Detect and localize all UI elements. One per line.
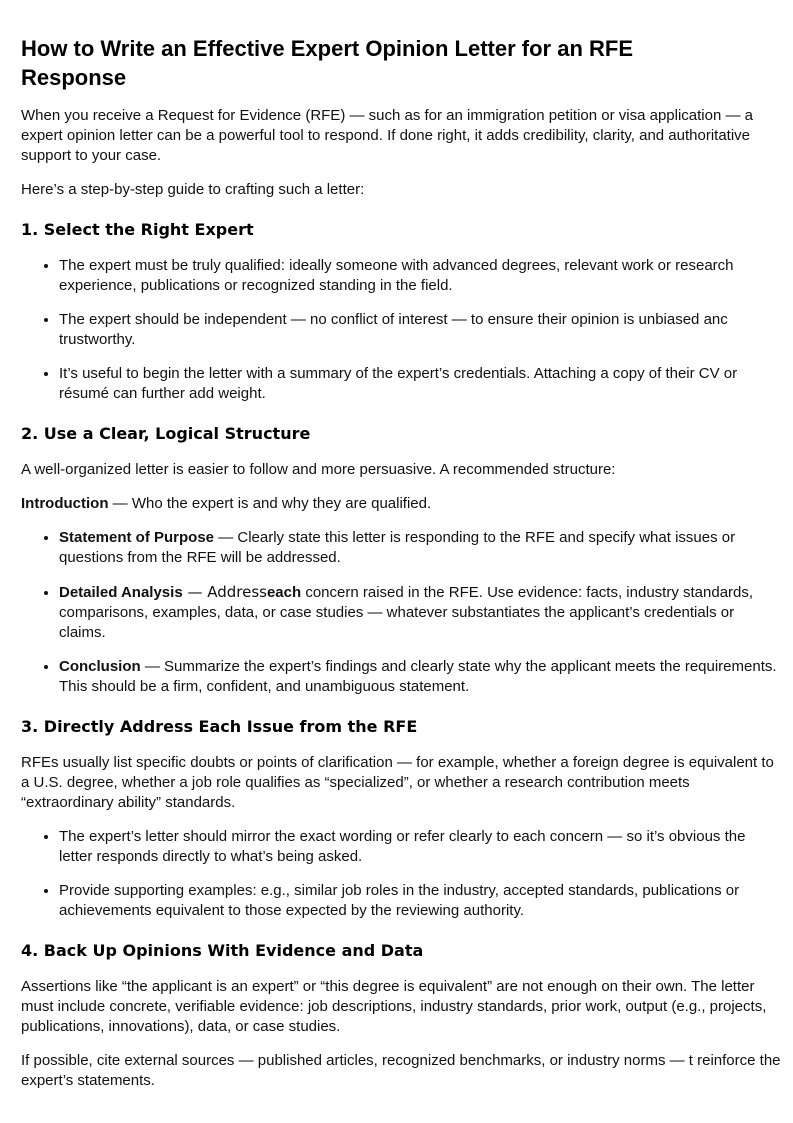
section-4-paragraph-2: If possible, cite external sources — published articles, recognized benchmarks, or industry norms — t reinforce the expert’s statements. — [21, 1052, 781, 1089]
section-1-list — [21, 256, 781, 404]
list-item: • It’s useful to begin the letter with a summary of the expert’s credentials. Attaching a copy of their CV or résumé can further add weight. — [59, 364, 781, 404]
conclusion-text: — Summarize the expert’s findings and clearly state why the applicant meets the requirements. This should be a firm, confident, and unambiguous statement. — [59, 658, 777, 695]
statement-of-purpose-label: Statement of Purpose — [59, 529, 215, 546]
page-title: How to Write an Effective Expert Opinion Letter for an RFE Response — [21, 36, 633, 90]
section-2-paragraph: A well-organized letter is easier to follow and more persuasive. A recommended structure: — [21, 461, 616, 478]
list-item: • The expert must be truly qualified: ideally someone with advanced degrees, relevant work or research experience, publications or recognized standing in the field. — [59, 256, 781, 296]
list-item: • Provide supporting examples: e.g., similar job roles in the industry, accepted standards, publications or achievements equivalent to those expected by the reviewing authority. — [59, 881, 781, 921]
intro-paragraph: When you receive a Request for Evidence (RFE) — such as for an immigration petition or visa application — a expert opinion letter can be a powerful tool to respond. If done right, it adds credibility, clarity, and authoritative support to your case. — [21, 107, 753, 164]
introduction-label: Introduction — [21, 495, 109, 512]
article-body — [21, 34, 781, 1091]
section-2-heading: 2. Use a Clear, Logical Structure — [21, 424, 311, 443]
section-3-heading: 3. Directly Address Each Issue from the RFE — [21, 717, 418, 736]
conclusion-label: Conclusion — [59, 658, 141, 675]
introduction-text: — Who the expert is and why they are qualified. — [108, 495, 432, 512]
section-3-list — [21, 827, 781, 921]
statement-of-purpose-text: — Clearly state this letter is responding to the RFE and specify what issues or questions from the RFE will be addressed. — [59, 529, 736, 566]
list-item: • The expert’s letter should mirror the exact wording or refer clearly to each concern — so it’s obvious the letter responds directly to what’s being asked. — [59, 827, 781, 867]
detailed-analysis-pre: — Address — [182, 583, 267, 601]
section-4-heading: 4. Back Up Opinions With Evidence and Data — [21, 941, 424, 960]
guide-paragraph: Here’s a step-by-step guide to crafting such a letter: — [21, 181, 365, 198]
detailed-analysis-emphasis: each — [266, 584, 302, 601]
section-2-list — [21, 528, 781, 697]
structure-introduction — [21, 494, 781, 514]
section-4-paragraph-1: Assertions like “the applicant is an expert” or “this degree is equivalent” are not enough on their own. The letter must include concrete, verifiable evidence: job descriptions, industry standards, prior work, output (e.g., projects, publications, innovations), data, or case studies. — [21, 978, 767, 1035]
list-item — [59, 582, 781, 643]
section-3-paragraph: RFEs usually list specific doubts or points of clarification — for example, whether a foreign degree is equivalent to a U.S. degree, whether a job role qualifies as “specialized”, or whether a research contribution meets “extraordinary ability” standards. — [21, 754, 774, 811]
list-item: • The expert should be independent — no conflict of interest — to ensure their opinion is unbiased anc trustworthy. — [59, 310, 781, 350]
detailed-analysis-text: concern raised in the RFE. Use evidence: facts, industry standards, comparisons, examples, data, or case studies — whatever substantiates the applicant’s credentials or claims. — [59, 584, 754, 641]
section-1-heading: 1. Select the Right Expert — [21, 220, 254, 239]
list-item — [59, 657, 781, 697]
list-item — [59, 528, 781, 568]
detailed-analysis-label: Detailed Analysis — [59, 584, 183, 601]
